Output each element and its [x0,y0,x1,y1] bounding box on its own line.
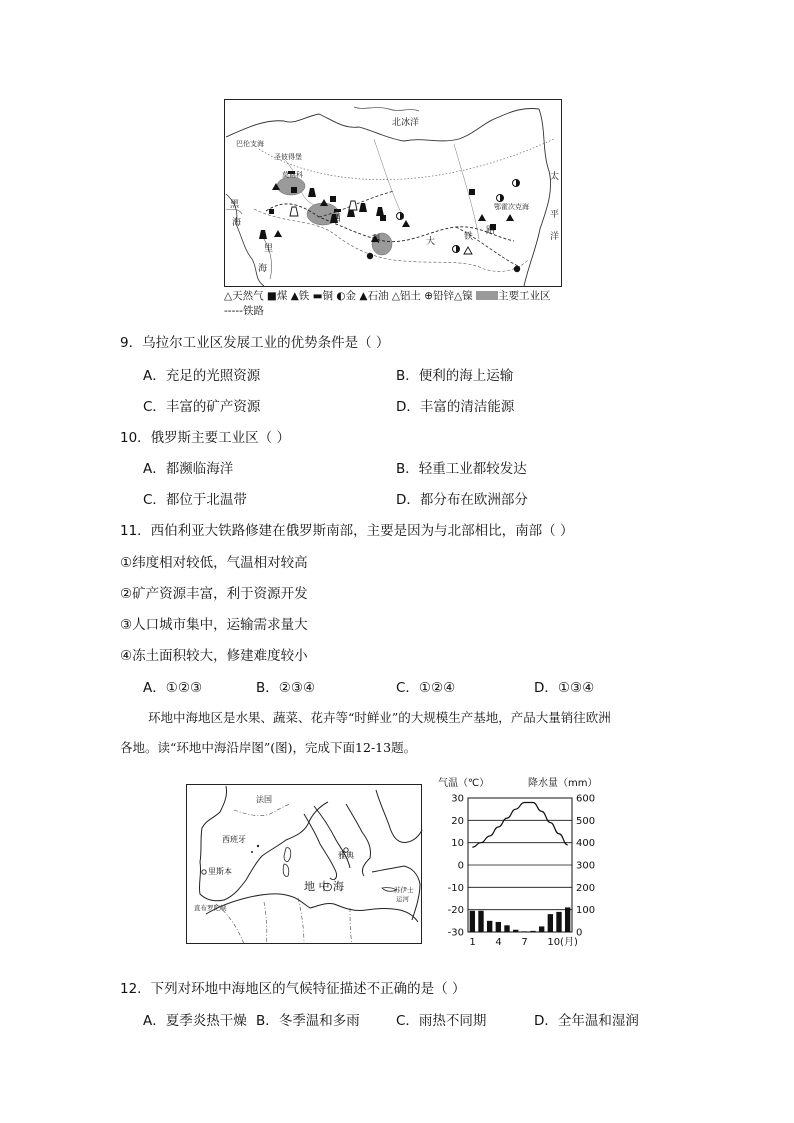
legend-oil: 石油 [367,290,389,302]
legend-gold: 金 [345,290,357,302]
label-rail-tie: 铁 [464,232,474,242]
label-pacific-3: 洋 [550,232,560,242]
natural-gas-icon: △ [224,290,233,302]
russia-map-figure [224,99,562,287]
precip-tick-label: 500 [576,815,596,827]
svg-text:运河: 运河 [396,895,409,903]
q12-option-b[interactable]: B．冬季温和多雨 [256,1013,360,1029]
precip-tick-label: 200 [576,882,596,894]
q11-option-c[interactable]: C．①②④ [396,680,456,696]
temp-tick-label: 30 [451,793,464,805]
temp-tick-label: -10 [447,882,464,894]
temp-tick-label: 10 [451,838,464,850]
label-st-petersburg: 圣彼得堡 [274,153,302,161]
legend-iron: 铁 [298,290,310,302]
q11-statement-1: ①纬度相对较低，气温相对较高 [120,555,308,571]
q10-stem: 10．俄罗斯主要工业区（ ） [120,430,290,446]
q12-option-c[interactable]: C．雨热不同期 [396,1013,487,1029]
bauxite-icon: △ [391,290,400,302]
precipitation-bar [556,912,561,932]
label-spain: 西班牙 [222,835,246,844]
month-tick-label: 7 [521,937,528,948]
chart-bars [470,907,571,932]
precipitation-bar [522,931,527,932]
temp-tick-label: -30 [447,927,464,939]
q12-option-a[interactable]: A．夏季炎热干燥 [143,1013,247,1029]
q9-option-b[interactable]: B．便利的海上运输 [396,368,514,384]
label-caspian-1: 里 [264,244,274,254]
precipitation-bar [513,930,518,932]
oil-icon: ▲ [359,290,368,302]
gold-icon: ◐ [336,290,346,302]
precip-tick-label: 600 [576,793,596,805]
precip-tick-label: 0 [576,927,583,939]
q10-option-d[interactable]: D．都分布在欧洲部分 [396,492,528,508]
nickel-icon: △ [454,290,463,302]
precip-tick-label: 300 [576,860,596,872]
industrial-zone-swatch [476,291,498,300]
precipitation-bar [539,926,544,932]
precipitation-bar [496,922,501,932]
q11-option-d[interactable]: D．①③④ [534,680,595,696]
month-tick-label: 1 [469,937,476,948]
q11-option-a[interactable]: A．①②③ [143,680,203,696]
label-pacific-2: 平 [550,210,560,220]
legend-industrial-zone: 主要工业区 [497,290,551,302]
legend-nickel: 镍 [462,290,473,302]
precip-tick-label: 100 [576,905,596,917]
precipitation-bar [530,931,535,932]
label-rail-da: 大 [426,237,436,247]
precipitation-bar [478,911,483,932]
q11-option-b[interactable]: B．②③④ [256,680,316,696]
label-rail-lu: 路 [486,226,496,236]
label-barents-sea: 巴伦支海 [236,140,264,148]
temp-tick-label: 0 [457,860,464,872]
legend-lead-zinc: 铅锌 [433,290,455,302]
q10-option-a[interactable]: A．都濒临海洋 [143,461,234,477]
q9-option-a[interactable]: A．充足的光照资源 [143,368,261,384]
legend-coal: 煤 [276,290,288,302]
precip-axis-title: 降水量（mm） [528,778,598,789]
q9-option-d[interactable]: D．丰富的清洁能源 [396,399,515,415]
label-arctic-ocean: 北冰洋 [392,118,420,128]
temp-axis-title: 气温（℃） [438,778,490,789]
iron-icon: ▲ [290,290,299,302]
intro-line-1: 环地中海地区是水果、蔬菜、花卉等“时鲜业”的大规模生产基地，产品大量销往欧洲 [148,710,611,725]
mediterranean-map [186,784,422,944]
label-rail-li: 利 [371,235,381,245]
month-tick-label: 4 [495,937,502,948]
label-gibraltar: 直布罗陀峡 [194,904,227,912]
label-rail-west: 西 [332,214,342,224]
q11-statement-3: ③人口城市集中，运输需求量大 [120,617,308,633]
q12-stem: 12．下列对环地中海地区的气候特征描述不正确的是（ ） [120,981,466,997]
precipitation-bar [470,911,475,932]
railway-line-icon: ----- [224,305,243,317]
intro-line-2: 各地。读“环地中海沿岸图”(图)，完成下面12-13题。 [120,740,417,755]
legend-bauxite: 铝土 [399,290,421,302]
temp-tick-label: -20 [447,905,464,917]
label-caspian-2: 海 [258,264,268,274]
q10-option-c[interactable]: C．都位于北温带 [143,492,247,508]
climate-chart [436,774,598,954]
label-mediterranean-sea: 地 中 海 [304,880,344,893]
legend-copper: 铜 [322,290,334,302]
q9-stem: 9．乌拉尔工业区发展工业的优势条件是（ ） [120,335,390,351]
q11-statement-4: ④冻土面积较大，修建难度较小 [120,648,308,664]
label-moscow: 莫斯科 [282,171,303,179]
russia-map-legend [224,289,569,319]
copper-icon: ▬ [312,290,323,302]
q9-option-c[interactable]: C．丰富的矿产资源 [143,399,261,415]
label-pacific-1: 太 [550,172,560,182]
label-black-sea-2: 海 [232,218,242,228]
precipitation-bar [565,907,570,932]
precip-tick-label: 400 [576,838,596,850]
precipitation-bar [504,925,509,932]
label-black-sea-1: 黑 [230,200,240,210]
q12-option-d[interactable]: D．全年温和湿润 [534,1013,639,1029]
climate-chart-figure [436,774,598,954]
q10-option-b[interactable]: B．轻重工业都较发达 [396,461,527,477]
temperature-line [472,802,567,847]
q11-stem: 11．西伯利亚大铁路修建在俄罗斯南部，主要是因为与北部相比，南部（ ） [120,523,574,539]
label-lisbon: 里斯本 [208,867,232,876]
russia-map [224,99,562,287]
temp-tick-label: 20 [451,815,464,827]
legend-railway: 铁路 [242,305,264,317]
label-athens: 雅典 [338,851,354,860]
label-okhotsk-sea: 鄂霍次克海 [494,203,529,211]
mediterranean-map-figure [186,784,422,944]
precipitation-bar [548,914,553,932]
label-france: 法国 [256,795,272,804]
q11-statement-2: ②矿产资源丰富，利于资源开发 [120,586,308,602]
month-tick-label: 10(月) [547,937,578,948]
legend-natural-gas: 天然气 [232,290,264,302]
coal-icon: ■ [266,290,277,302]
svg-text:苏伊士: 苏伊士 [394,886,414,894]
precipitation-bar [487,921,492,932]
lead-zinc-icon: ⊕ [424,290,434,302]
